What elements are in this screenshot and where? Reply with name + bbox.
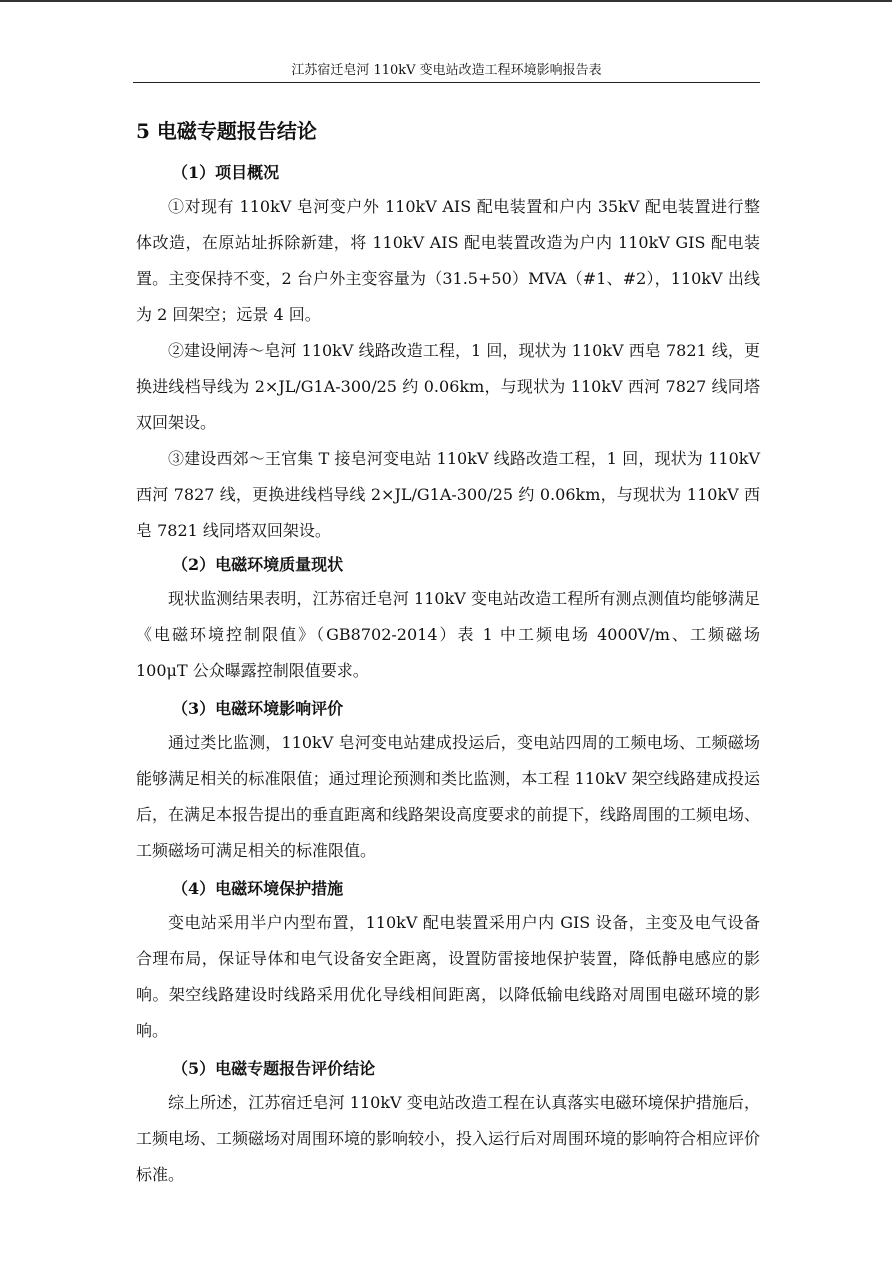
subsection-em-quality bbox=[136, 549, 760, 689]
section-title: 5 电磁专题报告结论 bbox=[136, 119, 317, 143]
subsection-conclusion bbox=[136, 1053, 760, 1193]
paragraph: 综上所述，江苏宿迁皂河 110kV 变电站改造工程在认真落实电磁环境保护措施后，工频电场、工频磁场对周围环境的影响较小，投入运行后对周围环境的影响符合相应评价标准。 bbox=[136, 1093, 761, 1184]
running-header: 江苏宿迁皂河 110kV 变电站改造工程环境影响报告表 bbox=[291, 63, 602, 78]
subsection-heading: （5）电磁专题报告评价结论 bbox=[172, 1059, 376, 1078]
paragraph: ③建设西郊～王官集 T 接皂河变电站 110kV 线路改造工程，1 回，现状为 110kV 西河 7827 线，更换进线档导线 2×JL/G1A-300/25 约 0.06km，与现状为 110kV 西皂 7821 线同塔双回架设。 bbox=[136, 449, 760, 540]
paragraph: 现状监测结果表明，江苏宿迁皂河 110kV 变电站改造工程所有测点测值均能够满足《电磁环境控制限值》（GB8702-2014）表 1 中工频电场 4000V/m、工频磁场 100μT 公众曝露控制限值要求。 bbox=[136, 589, 760, 680]
paragraph: ②建设闸涛～皂河 110kV 线路改造工程，1 回，现状为 110kV 西皂 7821 线，更换进线档导线为 2×JL/G1A-300/25 约 0.06km，与现状为 110kV 西河 7827 线同塔双回架设。 bbox=[136, 341, 760, 432]
header-rule bbox=[133, 82, 760, 83]
subsection-heading: （4）电磁环境保护措施 bbox=[172, 879, 344, 898]
document-body bbox=[136, 115, 760, 1193]
paragraph: 通过类比监测，110kV 皂河变电站建成投运后，变电站四周的工频电场、工频磁场能够满足相关的标准限值；通过理论预测和类比监测，本工程 110kV 架空线路建成投运后，在满足本报告提出的垂直距离和线路架设高度要求的前提下，线路周围的工频电场、工频磁场可满足相关的标准限值。 bbox=[136, 733, 761, 860]
subsection-em-impact bbox=[136, 693, 760, 869]
subsection-em-protection bbox=[136, 873, 760, 1049]
page-top-border bbox=[0, 0, 892, 2]
subsection-heading: （3）电磁环境影响评价 bbox=[172, 699, 344, 718]
subsection-heading: （1）项目概况 bbox=[172, 163, 280, 182]
subsection-project-overview bbox=[136, 157, 760, 549]
subsection-heading: （2）电磁环境质量现状 bbox=[172, 555, 344, 574]
paragraph: ①对现有 110kV 皂河变户外 110kV AIS 配电装置和户内 35kV 配电装置进行整体改造，在原站址拆除新建，将 110kV AIS 配电装置改造为户内 110kV GIS 配电装置。主变保持不变，2 台户外主变容量为（31.5+50）MVA（#1、#2），110kV 出线为 2 回架空；远景 4 回。 bbox=[136, 197, 760, 324]
paragraph: 变电站采用半户内型布置，110kV 配电装置采用户内 GIS 设备，主变及电气设备合理布局，保证导体和电气设备安全距离，设置防雷接地保护装置，降低静电感应的影响。架空线路建设时线路采用优化导线相间距离，以降低输电线路对周围电磁环境的影响。 bbox=[136, 913, 760, 1040]
